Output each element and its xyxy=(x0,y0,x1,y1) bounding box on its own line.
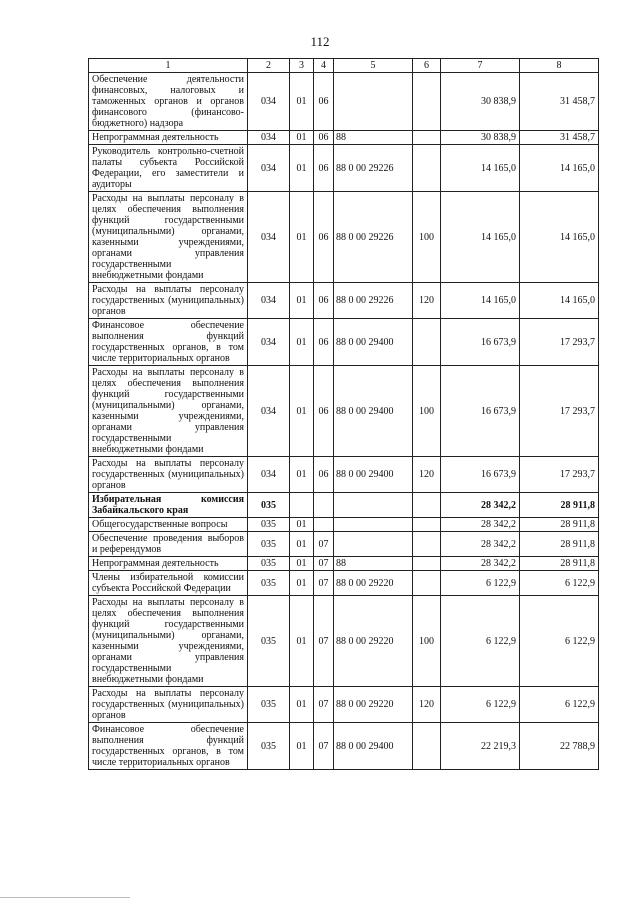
row-expense-type: 100 xyxy=(413,596,441,687)
row-name: Финансовое обеспечение выполнения функций государственных органов, в том числе территориальных органов xyxy=(89,319,248,366)
row-name: Расходы на выплаты персоналу в целях обеспечения выполнения функций государственными (муниципальными) органами, казенными учреждениями, органами управления государственными внебюджетными фондами xyxy=(89,366,248,457)
row-expense-type xyxy=(413,73,441,131)
row-name: Расходы на выплаты персоналу в целях обеспечения выполнения функций государственными (муниципальными) органами, казенными учреждениями, органами управления государственными внебюджетными фондами xyxy=(89,596,248,687)
table-row xyxy=(89,457,599,493)
row-expense-type xyxy=(413,723,441,770)
row-section: 01 xyxy=(290,596,314,687)
row-amount-year-2: 31 458,7 xyxy=(520,131,599,145)
row-subsection: 06 xyxy=(314,366,334,457)
table-row xyxy=(89,493,599,518)
row-admin-code: 035 xyxy=(248,571,290,596)
row-admin-code: 035 xyxy=(248,518,290,532)
row-target-article: 88 0 00 29226 xyxy=(334,283,413,319)
row-target-article: 88 0 00 29400 xyxy=(334,319,413,366)
row-amount-year-1: 30 838,9 xyxy=(441,131,520,145)
row-name: Финансовое обеспечение выполнения функций государственных органов, в том числе территориальных органов xyxy=(89,723,248,770)
row-target-article: 88 0 00 29220 xyxy=(334,596,413,687)
row-section: 01 xyxy=(290,145,314,192)
row-amount-year-2: 14 165,0 xyxy=(520,192,599,283)
row-admin-code: 035 xyxy=(248,557,290,571)
row-name: Общегосударственные вопросы xyxy=(89,518,248,532)
row-subsection: 06 xyxy=(314,457,334,493)
header-cell: 4 xyxy=(314,59,334,73)
row-amount-year-2: 22 788,9 xyxy=(520,723,599,770)
row-subsection: 07 xyxy=(314,532,334,557)
row-amount-year-1: 28 342,2 xyxy=(441,557,520,571)
row-expense-type: 100 xyxy=(413,192,441,283)
row-target-article: 88 0 00 29220 xyxy=(334,571,413,596)
row-subsection: 07 xyxy=(314,557,334,571)
row-amount-year-1: 22 219,3 xyxy=(441,723,520,770)
row-amount-year-2: 14 165,0 xyxy=(520,145,599,192)
table-row xyxy=(89,366,599,457)
row-amount-year-1: 14 165,0 xyxy=(441,145,520,192)
row-amount-year-1: 28 342,2 xyxy=(441,518,520,532)
row-name: Избирательная комиссия Забайкальского края xyxy=(89,493,248,518)
row-amount-year-1: 16 673,9 xyxy=(441,457,520,493)
table-row xyxy=(89,192,599,283)
row-name: Обеспечение деятельности финансовых, налоговых и таможенных органов и органов финансового (финансово-бюджетного) надзора xyxy=(89,73,248,131)
table-row xyxy=(89,319,599,366)
row-subsection: 07 xyxy=(314,687,334,723)
row-admin-code: 035 xyxy=(248,687,290,723)
row-target-article: 88 0 00 29400 xyxy=(334,366,413,457)
row-name: Руководитель контрольно-счетной палаты субъекта Российской Федерации, его заместители и аудиторы xyxy=(89,145,248,192)
row-name: Расходы на выплаты персоналу в целях обеспечения выполнения функций государственными (муниципальными) органами, казенными учреждениями, органами управления государственными внебюджетными фондами xyxy=(89,192,248,283)
row-admin-code: 035 xyxy=(248,596,290,687)
table-row xyxy=(89,596,599,687)
row-section xyxy=(290,493,314,518)
row-admin-code: 034 xyxy=(248,366,290,457)
row-name: Расходы на выплаты персоналу государственных (муниципальных) органов xyxy=(89,457,248,493)
row-admin-code: 034 xyxy=(248,73,290,131)
row-expense-type xyxy=(413,532,441,557)
row-admin-code: 034 xyxy=(248,457,290,493)
row-target-article xyxy=(334,73,413,131)
row-amount-year-1: 14 165,0 xyxy=(441,192,520,283)
row-amount-year-2: 17 293,7 xyxy=(520,457,599,493)
row-name: Непрограммная деятельность xyxy=(89,131,248,145)
row-amount-year-2: 28 911,8 xyxy=(520,557,599,571)
row-expense-type: 100 xyxy=(413,366,441,457)
row-amount-year-2: 28 911,8 xyxy=(520,518,599,532)
row-amount-year-2: 14 165,0 xyxy=(520,283,599,319)
row-admin-code: 034 xyxy=(248,319,290,366)
row-section: 01 xyxy=(290,518,314,532)
row-amount-year-2: 6 122,9 xyxy=(520,596,599,687)
row-subsection: 06 xyxy=(314,131,334,145)
row-section: 01 xyxy=(290,687,314,723)
table-row xyxy=(89,687,599,723)
table-row xyxy=(89,532,599,557)
row-subsection: 06 xyxy=(314,73,334,131)
table-row xyxy=(89,145,599,192)
row-admin-code: 034 xyxy=(248,192,290,283)
row-amount-year-2: 17 293,7 xyxy=(520,319,599,366)
row-amount-year-2: 17 293,7 xyxy=(520,366,599,457)
header-cell: 1 xyxy=(89,59,248,73)
row-expense-type xyxy=(413,518,441,532)
row-subsection: 06 xyxy=(314,283,334,319)
table-row xyxy=(89,518,599,532)
row-target-article: 88 xyxy=(334,557,413,571)
row-expense-type xyxy=(413,557,441,571)
row-subsection: 06 xyxy=(314,319,334,366)
row-section: 01 xyxy=(290,131,314,145)
row-subsection: 06 xyxy=(314,192,334,283)
row-amount-year-2: 31 458,7 xyxy=(520,73,599,131)
row-admin-code: 034 xyxy=(248,145,290,192)
row-subsection: 07 xyxy=(314,596,334,687)
row-target-article xyxy=(334,493,413,518)
row-admin-code: 034 xyxy=(248,131,290,145)
row-section: 01 xyxy=(290,319,314,366)
row-section: 01 xyxy=(290,557,314,571)
row-amount-year-1: 14 165,0 xyxy=(441,283,520,319)
row-amount-year-2: 28 911,8 xyxy=(520,493,599,518)
row-section: 01 xyxy=(290,723,314,770)
row-target-article xyxy=(334,518,413,532)
row-section: 01 xyxy=(290,192,314,283)
row-section: 01 xyxy=(290,73,314,131)
scan-mark xyxy=(0,897,130,898)
table-row xyxy=(89,571,599,596)
row-section: 01 xyxy=(290,457,314,493)
row-expense-type xyxy=(413,145,441,192)
header-cell: 3 xyxy=(290,59,314,73)
budget-table xyxy=(88,58,599,770)
row-amount-year-2: 6 122,9 xyxy=(520,687,599,723)
row-amount-year-1: 28 342,2 xyxy=(441,532,520,557)
row-amount-year-1: 6 122,9 xyxy=(441,596,520,687)
header-cell: 7 xyxy=(441,59,520,73)
table-row xyxy=(89,723,599,770)
row-target-article: 88 0 00 29400 xyxy=(334,457,413,493)
table-row xyxy=(89,73,599,131)
row-amount-year-1: 16 673,9 xyxy=(441,319,520,366)
row-admin-code: 035 xyxy=(248,723,290,770)
row-admin-code: 035 xyxy=(248,493,290,518)
row-expense-type xyxy=(413,131,441,145)
row-admin-code: 034 xyxy=(248,283,290,319)
row-section: 01 xyxy=(290,366,314,457)
table-body xyxy=(89,59,599,770)
row-target-article: 88 0 00 29226 xyxy=(334,192,413,283)
header-cell: 5 xyxy=(334,59,413,73)
row-target-article: 88 0 00 29220 xyxy=(334,687,413,723)
header-cell: 6 xyxy=(413,59,441,73)
row-expense-type xyxy=(413,319,441,366)
row-subsection: 07 xyxy=(314,571,334,596)
header-row xyxy=(89,59,599,73)
row-name: Непрограммная деятельность xyxy=(89,557,248,571)
table-row xyxy=(89,283,599,319)
row-name: Расходы на выплаты персоналу государственных (муниципальных) органов xyxy=(89,687,248,723)
row-section: 01 xyxy=(290,283,314,319)
row-amount-year-1: 6 122,9 xyxy=(441,571,520,596)
table-row xyxy=(89,557,599,571)
row-amount-year-1: 6 122,9 xyxy=(441,687,520,723)
row-subsection: 07 xyxy=(314,723,334,770)
row-subsection: 06 xyxy=(314,145,334,192)
row-expense-type xyxy=(413,571,441,596)
row-amount-year-1: 28 342,2 xyxy=(441,493,520,518)
row-amount-year-2: 6 122,9 xyxy=(520,571,599,596)
header-cell: 2 xyxy=(248,59,290,73)
row-subsection xyxy=(314,518,334,532)
row-expense-type: 120 xyxy=(413,283,441,319)
row-target-article xyxy=(334,532,413,557)
row-target-article: 88 0 00 29400 xyxy=(334,723,413,770)
table-row xyxy=(89,131,599,145)
row-expense-type: 120 xyxy=(413,457,441,493)
row-amount-year-1: 16 673,9 xyxy=(441,366,520,457)
row-section: 01 xyxy=(290,532,314,557)
page-number: 112 xyxy=(310,34,330,49)
row-expense-type: 120 xyxy=(413,687,441,723)
row-subsection xyxy=(314,493,334,518)
row-section: 01 xyxy=(290,571,314,596)
row-admin-code: 035 xyxy=(248,532,290,557)
row-name: Члены избирательной комиссии субъекта Российской Федерации xyxy=(89,571,248,596)
row-name: Расходы на выплаты персоналу государственных (муниципальных) органов xyxy=(89,283,248,319)
row-amount-year-2: 28 911,8 xyxy=(520,532,599,557)
header-cell: 8 xyxy=(520,59,599,73)
row-amount-year-1: 30 838,9 xyxy=(441,73,520,131)
row-target-article: 88 xyxy=(334,131,413,145)
row-expense-type xyxy=(413,493,441,518)
row-name: Обеспечение проведения выборов и референдумов xyxy=(89,532,248,557)
row-target-article: 88 0 00 29226 xyxy=(334,145,413,192)
